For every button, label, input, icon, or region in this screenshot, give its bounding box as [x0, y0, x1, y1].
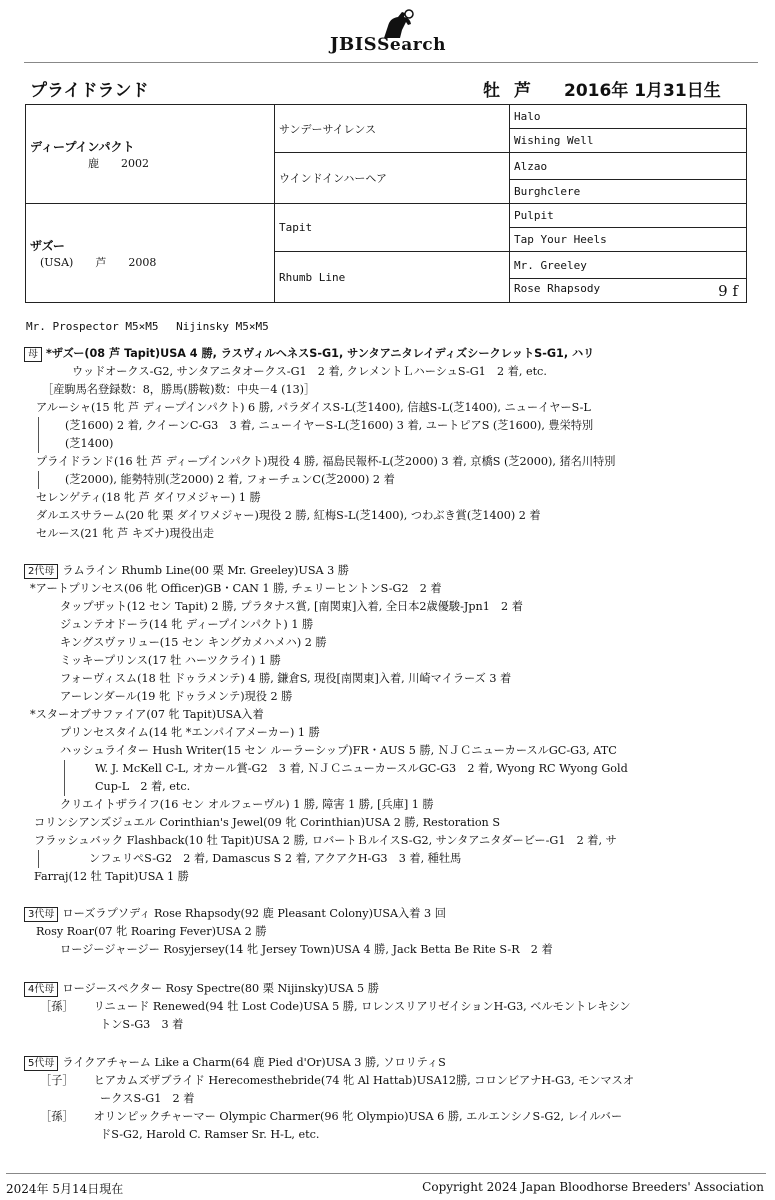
- dam-line: アルーシャ(15 牝 芦 ディープインパクト) 6 勝, パラダイスS-L(芝1400), 信越S-L(芝1400), ニューイヤーS-L: [36, 401, 591, 414]
- dam-line: ラムライン Rhumb Line(00 栗 Mr. Greeley)USA 3 勝: [62, 564, 349, 577]
- dam-line: (芝1600) 2 着, クイーンC-G3 3 着, ニューイヤーS-L(芝1600) 3 着, ユートピアS (芝1600), 豊栄特別: [65, 419, 594, 432]
- relation-label: ［孫］: [40, 1000, 74, 1013]
- dam-dam-name: Rhumb Line: [279, 270, 346, 284]
- horse-name: プライドランド: [30, 81, 149, 101]
- sire-dam-name: ウインドインハーヘア: [279, 172, 388, 185]
- footer-divider: [6, 1173, 766, 1174]
- dam-line: *ザズー(08 芦 Tapit)USA 4 勝, ラスヴィルヘネスS-G1, サンタアニタレイディズシークレットS-G1, ハリ: [46, 347, 595, 360]
- g3-cell: [510, 204, 747, 228]
- dam-line: ンフェリペS-G2 2 着, Damascus S 2 着, アクアクH-G3 3 着, 種牡馬: [89, 852, 462, 865]
- fifth-dam-tag: 5代母: [24, 1056, 58, 1071]
- dam-line: リニュード Renewed(94 牡 Lost Code)USA 5 勝, ロレンスリアリゼイションH-G3, ベルモントレキシン: [93, 1000, 631, 1013]
- g3-name: Rose Rhapsody: [514, 281, 601, 295]
- dam-line: Rosy Roar(07 牝 Roaring Fever)USA 2 勝: [36, 925, 267, 938]
- dam-line: ウッドオークス-G2, サンタアニタオークス-G1 2 着, クレメントＬハーシュS-G1 2 着, etc.: [72, 365, 547, 378]
- footer-date: 2024年 5月14日現在: [6, 1182, 124, 1196]
- dam-line: ローズラプソディ Rose Rhapsody(92 鹿 Pleasant Colony)USA入着 3 回: [62, 907, 446, 920]
- pedigree-table: [25, 104, 747, 303]
- sire-name: ディープインパクト: [30, 139, 135, 154]
- dam-line: フラッシュバック Flashback(10 牡 Tapit)USA 2 勝, ロバートＢルイスS-G2, サンタアニタダービー-G1 2 着, サ: [34, 834, 617, 847]
- dam-cell: [26, 204, 275, 303]
- g3-name: Mr. Greeley: [514, 258, 587, 272]
- dam-sire-name: Tapit: [279, 221, 313, 234]
- dam-line: ークスS-G1 2 着: [100, 1092, 195, 1105]
- horse-sex: 牡: [483, 81, 500, 101]
- dam-line: ライクアチャーム Like a Charm(64 鹿 Pied d'Or)USA 3 勝, ソロリティS: [62, 1056, 446, 1069]
- dam-meta: (USA) 芦 2008: [40, 255, 157, 269]
- g3-name: Wishing Well: [514, 134, 594, 147]
- dam-line: クリエイトザライフ(16 セン オルフェーヴル) 1 勝, 障害 1 勝, [兵庫] 1 勝: [60, 798, 434, 811]
- second-dam-section: [24, 562, 764, 886]
- dam-line: ［産駒馬名登録数：8，勝馬(勝鞍)数：中央－4 (13)］: [42, 383, 316, 396]
- sire-dam-cell: [275, 153, 510, 204]
- g3-cell: [510, 153, 747, 180]
- g3-name: Alzao: [514, 159, 548, 173]
- horse-title: [30, 76, 760, 100]
- dam-tag: 母: [24, 347, 42, 362]
- g3-name: Burghclere: [514, 185, 581, 198]
- header-divider: [24, 62, 758, 63]
- dam-line: ロージースペクター Rosy Spectre(80 栗 Nijinsky)USA 5 勝: [62, 982, 379, 995]
- jbis-search-logo: [326, 8, 466, 54]
- footer-copyright: Copyright 2024 Japan Bloodhorse Breeders' Association: [422, 1180, 764, 1194]
- horse-birthdate: 2016年 1月31日生: [564, 81, 721, 101]
- dam-line: プライドランド(16 牡 芦 ディープインパクト)現役 4 勝, 福島民報杯-L(芝2000) 3 着, 京橋S (芝2000), 猪名川特別: [36, 455, 616, 468]
- third-dam-tag: 3代母: [24, 907, 58, 922]
- dam-line: (芝2000), 能勢特別(芝2000) 2 着, フォーチュンC(芝2000) 2 着: [65, 473, 395, 486]
- second-dam-tag: 2代母: [24, 564, 58, 579]
- dam-line: アーレンダール(19 牝 ドゥラメンテ)現役 2 勝: [60, 690, 293, 703]
- g3-cell: [510, 129, 747, 153]
- dam-dam-cell: [275, 252, 510, 303]
- g3-name: Halo: [514, 110, 541, 123]
- g3-cell: [510, 279, 747, 303]
- dam-line: ロージージャージー Rosyjersey(14 牝 Jersey Town)USA 4 勝, Jack Betta Be Rite S-R 2 着: [60, 943, 553, 956]
- dam-line: *スターオブサファイア(07 牝 Tapit)USA入着: [30, 708, 264, 721]
- dam-line: ハッシュライター Hush Writer(15 セン ルーラーシップ)FR・AUS 5 勝, ＮＪＣニューカースルGC-G3, ATC: [60, 744, 617, 757]
- dam-line: Cup-L 2 着, etc.: [95, 780, 191, 793]
- dam-line: フォーヴィスム(18 牡 ドゥラメンテ) 4 勝, 鎌倉S, 現役[南関東]入着, 川崎マイラーズ 3 着: [60, 672, 512, 685]
- dam-line: セレンゲティ(18 牝 芦 ダイワメジャー) 1 勝: [36, 491, 261, 504]
- logo-text-search: Search: [377, 35, 446, 55]
- fourth-dam-section: [24, 980, 764, 1034]
- dam-sire-cell: [275, 204, 510, 252]
- dam-line: ドS-G2, Harold C. Ramser Sr. H-L, etc.: [100, 1128, 320, 1141]
- dam-line: オリンピックチャーマー Olympic Charmer(96 牝 Olympio)USA 6 勝, エルエンシノS-G2, レイルバー: [93, 1110, 623, 1123]
- dam-name: ザズー: [30, 238, 65, 253]
- dam-line: W. J. McKell C-L, オカール賞-G2 3 着, ＮＪＣニューカースルGC-G3 2 着, Wyong RC Wyong Gold: [95, 762, 628, 775]
- logo-text-jbis: JBIS: [330, 34, 378, 55]
- dam-line: *アートプリンセス(06 牝 Officer)GB・CAN 1 勝, チェリーヒントンS-G2 2 着: [30, 582, 442, 595]
- g3-cell: [510, 105, 747, 129]
- horse-color: 芦: [514, 81, 531, 101]
- fourth-dam-tag: 4代母: [24, 982, 58, 997]
- dam-line: コリンシアンズジュエル Corinthian's Jewel(09 牝 Corinthian)USA 2 勝, Restoration S: [34, 816, 500, 829]
- dam-line: ヒアカムズザブライド Herecomesthebride(74 牝 Al Hattab)USA12勝, コロンビアナH-G3, モンマスオ: [93, 1074, 635, 1087]
- sire-sire-cell: [275, 105, 510, 153]
- relation-label: ［子］: [40, 1074, 74, 1087]
- dam-section: [24, 345, 764, 543]
- dam-line: (芝1400): [65, 437, 114, 450]
- sire-cell: [26, 105, 275, 204]
- family-number: 9 f: [718, 281, 738, 300]
- dam-line: ミッキープリンス(17 牡 ハーツクライ) 1 勝: [60, 654, 281, 667]
- inbreeding-cross: Mr. Prospector M5×M5 Nijinsky M5×M5: [26, 320, 269, 333]
- dam-line: プリンセスタイム(14 牝 *エンパイアメーカー) 1 勝: [60, 726, 320, 739]
- g3-cell: [510, 252, 747, 279]
- g3-name: Pulpit: [514, 209, 554, 222]
- relation-label: ［孫］: [40, 1110, 74, 1123]
- g3-cell: [510, 228, 747, 252]
- g3-cell: [510, 180, 747, 204]
- dam-line: キングスヴァリュー(15 セン キングカメハメハ) 2 勝: [60, 636, 327, 649]
- g3-name: Tap Your Heels: [514, 233, 607, 246]
- sire-meta: 鹿 2002: [88, 156, 149, 170]
- dam-line: トンS-G3 3 着: [100, 1018, 184, 1031]
- dam-line: タップザット(12 セン Tapit) 2 勝, プラタナス賞, [南関東]入着, 全日本2歳優駿-Jpn1 2 着: [60, 600, 523, 613]
- dam-line: ジュンテオドーラ(14 牝 ディープインパクト) 1 勝: [60, 618, 314, 631]
- dam-line: Farraj(12 牡 Tapit)USA 1 勝: [34, 870, 189, 883]
- dam-line: ダルエスサラーム(20 牝 栗 ダイワメジャー)現役 2 勝, 紅梅S-L(芝1400), つわぶき賞(芝1400) 2 着: [36, 509, 541, 522]
- fifth-dam-section: [24, 1054, 764, 1144]
- third-dam-section: [24, 905, 764, 959]
- sire-sire-name: サンデーサイレンス: [279, 122, 377, 136]
- dam-line: セルース(21 牝 芦 キズナ)現役出走: [36, 527, 215, 540]
